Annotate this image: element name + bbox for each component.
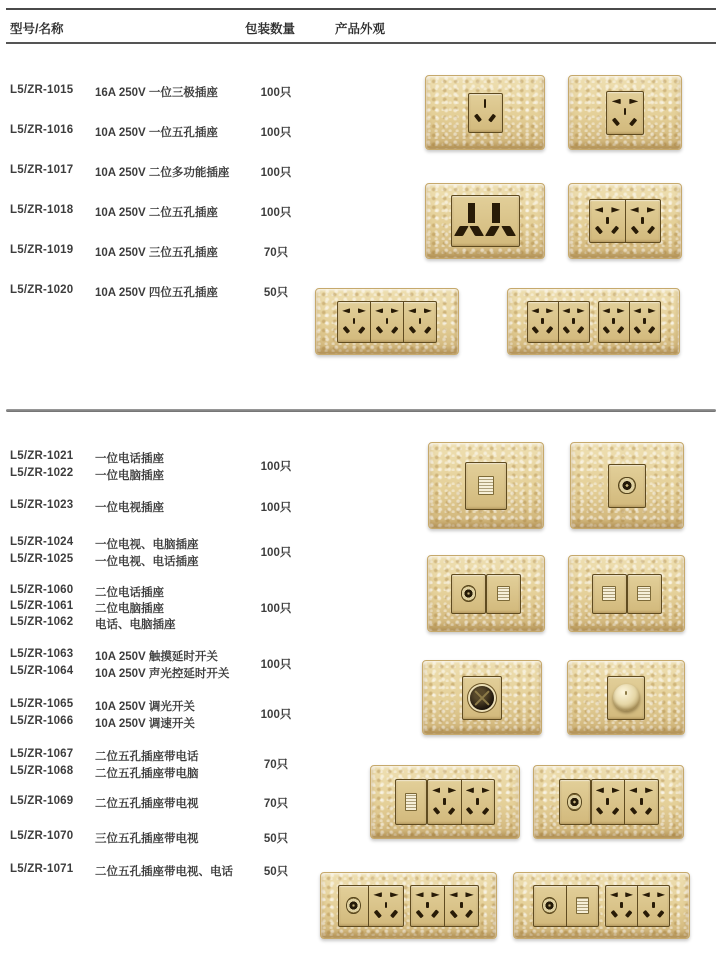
- package-quantity: 100只: [260, 207, 292, 219]
- five-hole-socket-icon: [625, 200, 661, 242]
- package-quantity: 100只: [260, 460, 292, 473]
- touch-switch-button-icon: [463, 677, 501, 719]
- product-description: 三位五孔插座带电视: [95, 833, 199, 845]
- product-description: 二位电脑插座: [95, 603, 164, 615]
- column-header-appearance: 产品外观: [335, 22, 386, 36]
- model-number: L5/ZR-1023: [10, 499, 74, 511]
- dimmer-knob-icon: [608, 677, 644, 719]
- column-header-package-qty: 包装数量: [245, 22, 296, 36]
- section-divider: [6, 409, 716, 412]
- top-rule: [6, 8, 716, 10]
- table-row-group: [10, 648, 310, 679]
- model-number: L5/ZR-1063: [10, 648, 74, 660]
- product-description: 10A 250V 调光开关: [95, 701, 195, 713]
- product-image-tv-jack-plus-two-5hole-socket: [513, 872, 690, 939]
- phone-jack-icon: [396, 780, 426, 824]
- five-hole-socket-icon: [368, 886, 403, 926]
- package-quantity: 100只: [260, 602, 292, 615]
- product-description: 10A 250V 声光控延时开关: [95, 668, 230, 680]
- phone-jack-icon: [593, 575, 626, 613]
- tv-coax-socket-icon: [560, 780, 590, 824]
- model-number: L5/ZR-1016: [10, 124, 74, 136]
- product-description: 10A 250V 三位五孔插座: [95, 247, 218, 259]
- five-hole-socket-icon: [637, 886, 669, 926]
- product-image-one-gang-5hole-socket: [568, 75, 682, 150]
- package-quantity: 50只: [263, 287, 289, 299]
- package-quantity: 100只: [260, 501, 292, 514]
- phone-jack-icon: [628, 575, 661, 613]
- package-quantity: 50只: [263, 832, 289, 845]
- model-number: L5/ZR-1018: [10, 204, 74, 216]
- column-header-model-name: 型号/名称: [10, 22, 64, 36]
- product-description: 10A 250V 调速开关: [95, 718, 195, 730]
- model-number: L5/ZR-1061: [10, 600, 74, 612]
- product-image-tv-plus-three-5hole-socket: [320, 872, 497, 939]
- three-pin-socket-icon: [469, 94, 502, 132]
- five-hole-socket-icon: [461, 780, 495, 824]
- model-number: L5/ZR-1022: [10, 467, 74, 479]
- product-image-jack-plus-two-5hole-socket: [370, 765, 520, 839]
- tv-coax-socket-icon: [452, 575, 485, 613]
- five-hole-socket-icon: [590, 200, 625, 242]
- table-row-group: [10, 863, 310, 878]
- package-quantity: 100只: [260, 546, 292, 559]
- table-row-group: [10, 795, 310, 810]
- five-hole-socket-icon: [338, 302, 370, 342]
- five-hole-socket-icon: [624, 780, 658, 824]
- product-description: 10A 250V 二位多功能插座: [95, 167, 230, 179]
- model-number: L5/ZR-1020: [10, 284, 74, 296]
- package-quantity: 100只: [260, 167, 292, 179]
- product-image-touch-delay-switch: [422, 660, 542, 735]
- package-quantity: 100只: [260, 658, 292, 671]
- model-number: L5/ZR-1064: [10, 665, 74, 677]
- package-quantity: 70只: [263, 758, 289, 771]
- model-number: L5/ZR-1060: [10, 584, 74, 596]
- product-description: 10A 250V 一位五孔插座: [95, 127, 218, 139]
- table-row-group: [10, 499, 310, 514]
- five-hole-socket-icon: [444, 886, 478, 926]
- five-hole-socket-icon: [629, 302, 660, 342]
- product-description: 二位五孔插座带电话: [95, 751, 199, 763]
- product-description: 二位五孔插座带电脑: [95, 768, 199, 780]
- product-description: 一位电视、电脑插座: [95, 539, 199, 551]
- table-row: [10, 244, 310, 259]
- model-number: L5/ZR-1067: [10, 748, 74, 760]
- model-number: L5/ZR-1017: [10, 164, 74, 176]
- five-hole-socket-icon: [403, 302, 436, 342]
- table-row: [10, 84, 310, 99]
- product-description: 一位电脑插座: [95, 470, 164, 482]
- model-number: L5/ZR-1069: [10, 795, 74, 807]
- product-image-one-gang-3pin-socket: [425, 75, 545, 150]
- table-row: [10, 284, 310, 299]
- five-hole-socket-icon: [558, 302, 589, 342]
- table-row: [10, 124, 310, 139]
- header-rule: [6, 42, 716, 44]
- model-number: L5/ZR-1070: [10, 830, 74, 842]
- product-description: 一位电话插座: [95, 453, 164, 465]
- five-hole-socket-icon: [528, 302, 558, 342]
- five-hole-socket-icon: [606, 886, 637, 926]
- product-image-one-gang-phone-jack: [428, 442, 544, 529]
- product-description: 二位五孔插座带电视、电话: [95, 866, 233, 878]
- product-image-one-gang-tv-socket: [570, 442, 684, 529]
- model-number: L5/ZR-1025: [10, 553, 74, 565]
- product-description: 10A 250V 四位五孔插座: [95, 287, 218, 299]
- package-quantity: 70只: [263, 797, 289, 810]
- table-row-group: [10, 584, 310, 631]
- table-row-group: [10, 698, 310, 729]
- phone-jack-icon: [487, 575, 520, 613]
- five-hole-socket-icon: [428, 780, 461, 824]
- table-row-group: [10, 450, 310, 481]
- product-description: 一位电视、电话插座: [95, 556, 199, 568]
- five-hole-socket-icon: [592, 780, 625, 824]
- product-image-two-jack-socket: [568, 555, 685, 632]
- model-number: L5/ZR-1066: [10, 715, 74, 727]
- tv-coax-socket-icon: [339, 886, 368, 926]
- five-hole-socket-icon: [607, 92, 643, 134]
- five-hole-socket-icon: [370, 302, 403, 342]
- model-number: L5/ZR-1024: [10, 536, 74, 548]
- product-description: 16A 250V 一位三极插座: [95, 87, 218, 99]
- model-number: L5/ZR-1062: [10, 616, 74, 628]
- table-row-group: [10, 748, 310, 779]
- model-number: L5/ZR-1065: [10, 698, 74, 710]
- package-quantity: 50只: [263, 865, 289, 878]
- product-description: 二位五孔插座带电视: [95, 798, 199, 810]
- product-image-dimmer-knob-switch: [567, 660, 685, 735]
- table-row: [10, 204, 310, 219]
- model-number: L5/ZR-1019: [10, 244, 74, 256]
- phone-jack-icon: [566, 886, 599, 926]
- table-row: [10, 164, 310, 179]
- multifunction-socket-icon: [452, 196, 519, 246]
- product-image-two-gang-5hole-socket: [568, 183, 682, 259]
- model-number: L5/ZR-1015: [10, 84, 74, 96]
- model-number: L5/ZR-1071: [10, 863, 74, 875]
- table-row-group: [10, 536, 310, 567]
- product-image-four-gang-5hole-socket: [507, 288, 680, 355]
- product-description: 一位电视插座: [95, 502, 164, 514]
- tv-coax-socket-icon: [534, 886, 566, 926]
- product-description: 二位电话插座: [95, 587, 164, 599]
- product-description: 电话、电脑插座: [95, 619, 176, 631]
- product-image-tv-plus-two-5hole-socket: [533, 765, 684, 839]
- product-description: 10A 250V 二位五孔插座: [95, 207, 218, 219]
- package-quantity: 100只: [260, 708, 292, 721]
- product-image-two-gang-multifunction-socket: [425, 183, 545, 259]
- product-image-tv-plus-jack-socket: [427, 555, 545, 632]
- table-row-group: [10, 830, 310, 845]
- five-hole-socket-icon: [599, 302, 629, 342]
- package-quantity: 100只: [260, 127, 292, 139]
- tv-coax-socket-icon: [609, 465, 645, 507]
- package-quantity: 100只: [260, 87, 292, 99]
- product-description: 10A 250V 触摸延时开关: [95, 651, 218, 663]
- phone-jack-icon: [466, 463, 506, 509]
- five-hole-socket-icon: [411, 886, 444, 926]
- package-quantity: 70只: [263, 247, 289, 259]
- product-image-three-gang-5hole-socket: [315, 288, 459, 355]
- model-number: L5/ZR-1068: [10, 765, 74, 777]
- model-number: L5/ZR-1021: [10, 450, 74, 462]
